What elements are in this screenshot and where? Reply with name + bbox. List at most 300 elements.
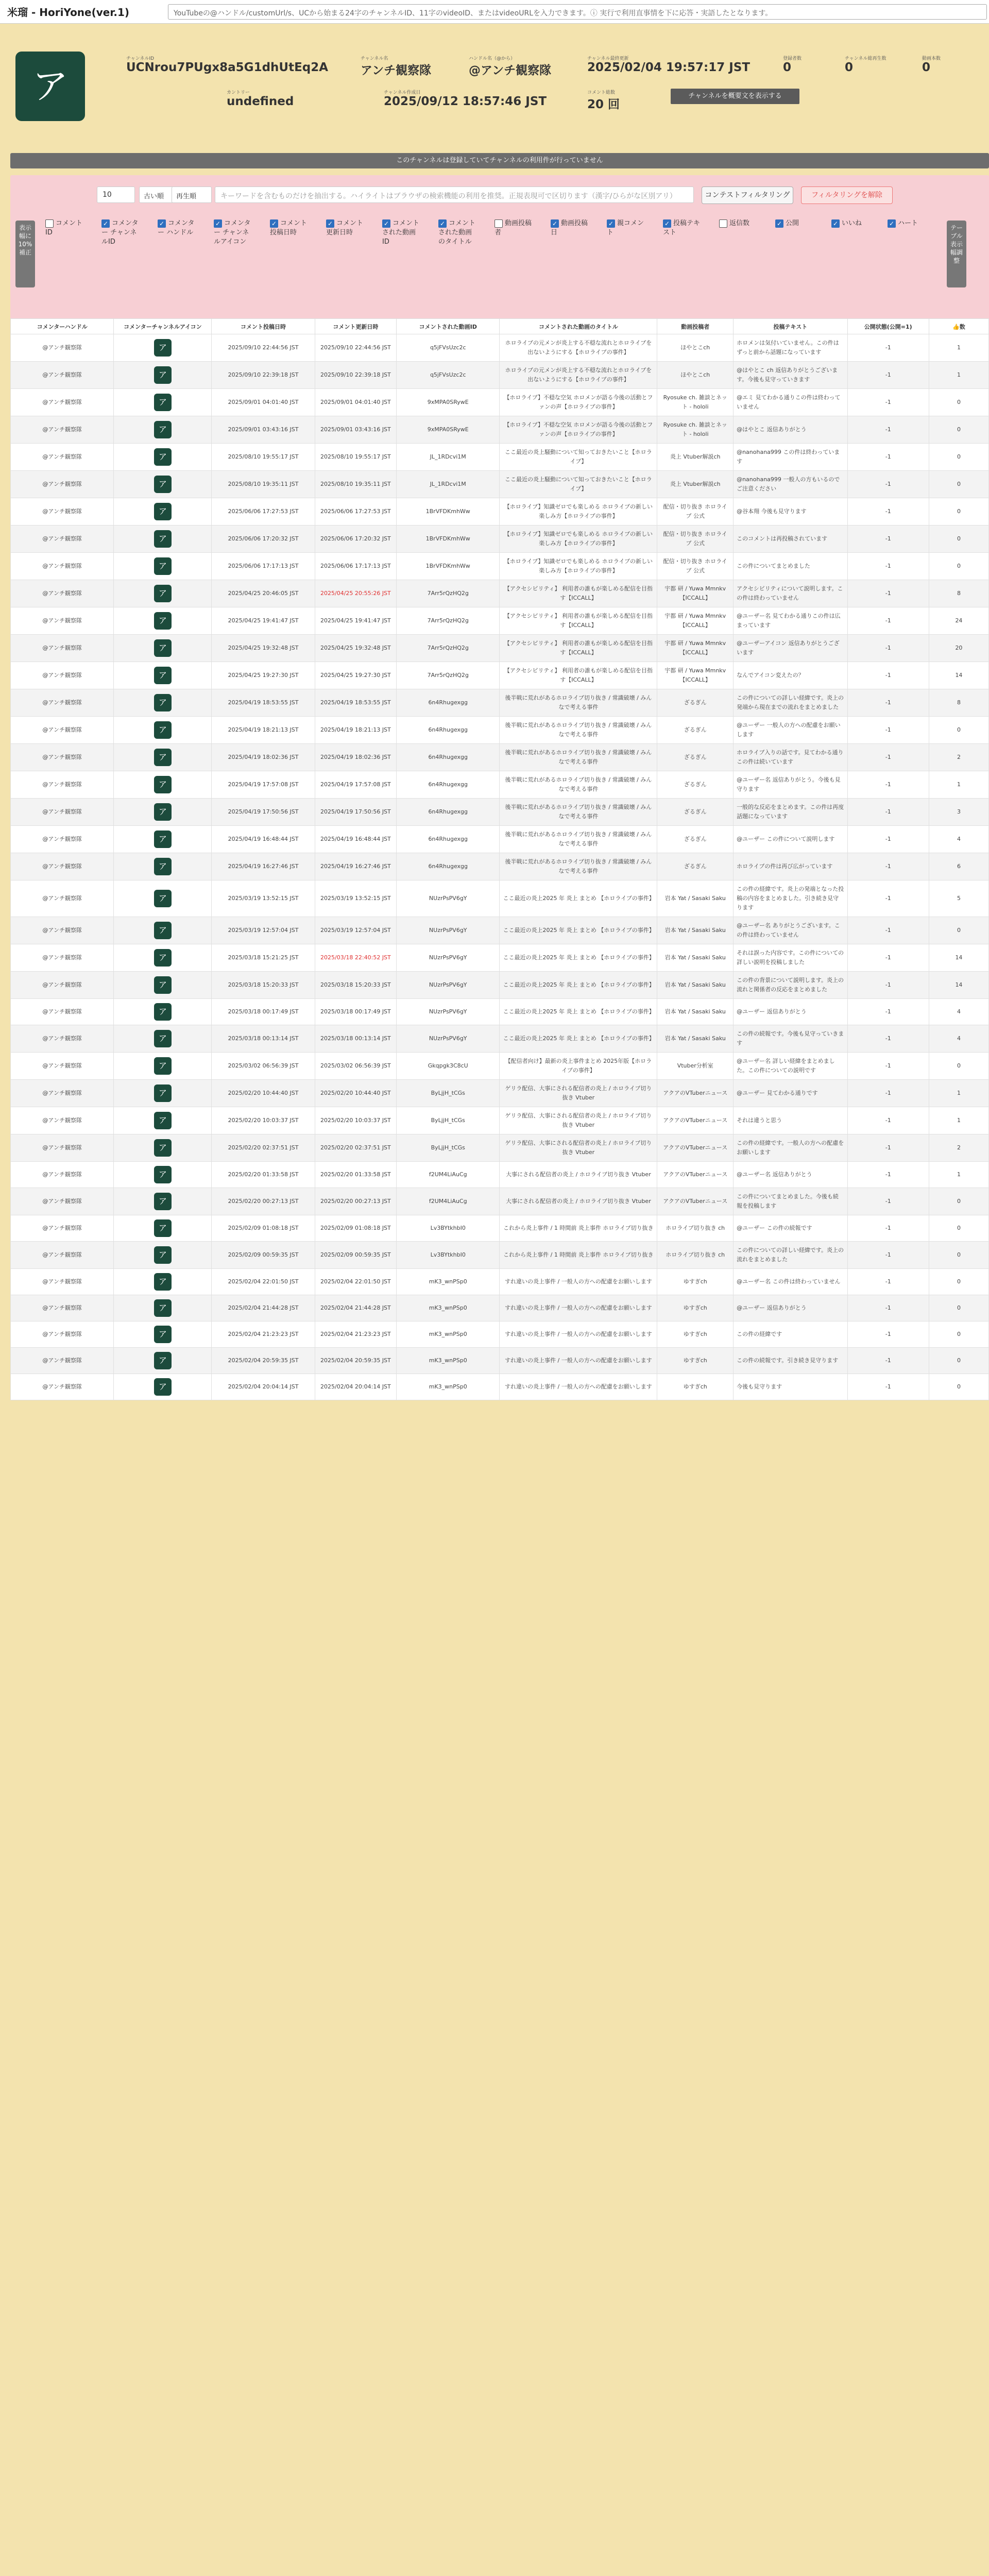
video-author: アクアのVTuberニュース bbox=[657, 1134, 734, 1162]
total-views-field bbox=[845, 55, 886, 74]
column-toggle[interactable] bbox=[888, 219, 926, 228]
video-author: ゆすぎch bbox=[657, 1269, 734, 1295]
commenter-handle[interactable]: @アンチ観察隊 bbox=[11, 1080, 114, 1107]
column-toggle-label: コメントされた動画ID bbox=[382, 219, 420, 246]
filter-panel bbox=[10, 175, 989, 325]
column-header[interactable]: コメンターハンドル bbox=[11, 319, 114, 334]
video-author: 宇都 研 / Yuwa Mmnkv【ICCALL】 bbox=[657, 580, 734, 607]
public-state: -1 bbox=[847, 635, 929, 662]
video-id[interactable]: 9xMPA0SRywE bbox=[397, 389, 500, 416]
like-count: 1 bbox=[929, 1107, 988, 1134]
posted-at: 2025/06/06 17:27:53 JST bbox=[212, 498, 315, 526]
posted-at: 2025/02/04 20:59:35 JST bbox=[212, 1348, 315, 1374]
checkbox-icon[interactable]: ✓ bbox=[831, 219, 840, 228]
video-title: 【配信者向け】最新の炎上事件まとめ 2025年版【ホロライブの事件】 bbox=[500, 1053, 657, 1080]
column-toggle[interactable] bbox=[607, 219, 645, 238]
comment-text: @ユーザー名 返信ありがとう。今後も見守ります bbox=[734, 771, 848, 799]
commenter-icon bbox=[114, 853, 212, 880]
channel-last-update: 2025/02/04 19:57:17 JST bbox=[587, 61, 751, 74]
avatar-icon: ア bbox=[154, 1112, 172, 1129]
column-toggle[interactable] bbox=[214, 219, 252, 247]
avatar-icon: ア bbox=[154, 803, 172, 821]
commenter-handle[interactable]: @アンチ観察隊 bbox=[11, 1269, 114, 1295]
checkbox-icon[interactable]: ✓ bbox=[438, 219, 447, 228]
column-header[interactable]: コメンターチャンネルアイコン bbox=[114, 319, 212, 334]
checkbox-icon[interactable]: ✓ bbox=[158, 219, 166, 228]
avatar-icon: ア bbox=[154, 557, 172, 575]
commenter-icon bbox=[114, 662, 212, 689]
public-state: -1 bbox=[847, 689, 929, 717]
checkbox-icon[interactable]: ✓ bbox=[663, 219, 671, 228]
video-id[interactable]: NUzrPsPV6gY bbox=[397, 880, 500, 917]
public-state: -1 bbox=[847, 771, 929, 799]
comment-text: この件の経緯です bbox=[734, 1321, 848, 1348]
checkbox-icon[interactable]: ✓ bbox=[270, 219, 278, 228]
public-state: -1 bbox=[847, 1242, 929, 1269]
commenter-handle[interactable]: @アンチ観察隊 bbox=[11, 444, 114, 471]
video-id[interactable]: 7Arr5rQzHQ2g bbox=[397, 635, 500, 662]
updated-at: 2025/02/04 20:59:35 JST bbox=[315, 1348, 396, 1374]
updated-at: 2025/04/19 17:50:56 JST bbox=[315, 799, 396, 826]
avatar-icon: ア bbox=[154, 585, 172, 602]
posted-at: 2025/04/19 18:21:13 JST bbox=[212, 717, 315, 744]
public-state: -1 bbox=[847, 917, 929, 944]
sort-select-2[interactable]: 再生順 bbox=[172, 187, 212, 203]
updated-at: 2025/02/20 10:03:37 JST bbox=[315, 1107, 396, 1134]
updated-at: 2025/02/09 00:59:35 JST bbox=[315, 1242, 396, 1269]
column-toggle[interactable] bbox=[45, 219, 84, 238]
video-id[interactable]: ByLjjH_tCGs bbox=[397, 1107, 500, 1134]
channel-handle: @アンチ観察隊 bbox=[469, 64, 552, 77]
video-id[interactable]: JL_1RDcvi1M bbox=[397, 444, 500, 471]
column-toggle[interactable] bbox=[101, 219, 140, 247]
like-count: 0 bbox=[929, 1295, 988, 1321]
video-id[interactable]: q5jFVsUzc2c bbox=[397, 334, 500, 362]
column-header[interactable]: コメント更新日時 bbox=[315, 319, 396, 334]
table-width-button[interactable]: テーブル表示幅調整 bbox=[947, 221, 966, 287]
column-toggle-label: コメント投稿日時 bbox=[270, 219, 308, 236]
posted-at: 2025/03/18 15:20:33 JST bbox=[212, 972, 315, 999]
country-field bbox=[227, 89, 294, 108]
avatar-icon: ア bbox=[154, 339, 172, 357]
avatar-icon: ア bbox=[154, 694, 172, 711]
video-id[interactable]: Gkqpgk3C8cU bbox=[397, 1053, 500, 1080]
like-count: 4 bbox=[929, 1025, 988, 1053]
posted-at: 2025/03/19 13:52:15 JST bbox=[212, 880, 315, 917]
comment-text: @谷本翔 今後も見守ります bbox=[734, 498, 848, 526]
video-author: 宇都 研 / Yuwa Mmnkv【ICCALL】 bbox=[657, 635, 734, 662]
video-id[interactable]: 7Arr5rQzHQ2g bbox=[397, 580, 500, 607]
avatar-icon: ア bbox=[154, 1030, 172, 1047]
video-count-label: 動画本数 bbox=[922, 56, 941, 61]
video-id[interactable]: 1BrVFDKmhWw bbox=[397, 526, 500, 553]
table-row bbox=[11, 744, 989, 771]
commenter-handle[interactable]: @アンチ観察隊 bbox=[11, 389, 114, 416]
like-count: 0 bbox=[929, 717, 988, 744]
video-id[interactable]: ByLjjH_tCGs bbox=[397, 1080, 500, 1107]
video-id[interactable]: 6n4Rhugexgg bbox=[397, 744, 500, 771]
content-filter-button[interactable]: コンテストフィルタリング bbox=[702, 187, 793, 204]
avatar-icon: ア bbox=[154, 1326, 172, 1343]
commenter-handle[interactable]: @アンチ観察隊 bbox=[11, 526, 114, 553]
commenter-handle[interactable]: @アンチ観察隊 bbox=[11, 635, 114, 662]
checkbox-icon[interactable]: ✓ bbox=[888, 219, 896, 228]
table-row bbox=[11, 689, 989, 717]
commenter-handle[interactable]: @アンチ観察隊 bbox=[11, 662, 114, 689]
commenter-handle[interactable]: @アンチ観察隊 bbox=[11, 580, 114, 607]
video-id[interactable]: ByLjjH_tCGs bbox=[397, 1134, 500, 1162]
column-toggle[interactable] bbox=[438, 219, 477, 247]
like-count: 0 bbox=[929, 1053, 988, 1080]
commenter-handle[interactable]: @アンチ観察隊 bbox=[11, 917, 114, 944]
checkbox-icon[interactable]: ✓ bbox=[101, 219, 110, 228]
channel-name-field bbox=[361, 55, 431, 78]
commenter-icon bbox=[114, 771, 212, 799]
video-id[interactable]: NUzrPsPV6gY bbox=[397, 917, 500, 944]
checkbox-icon[interactable]: ✓ bbox=[607, 219, 615, 228]
column-toggle-label: 投稿テキスト bbox=[663, 219, 701, 236]
video-id[interactable]: f2UM4LiAuCg bbox=[397, 1188, 500, 1215]
updated-at: 2025/04/25 20:55:26 JST bbox=[315, 580, 396, 607]
checkbox-icon[interactable]: ✓ bbox=[214, 219, 222, 228]
video-id[interactable]: 6n4Rhugexgg bbox=[397, 799, 500, 826]
column-header[interactable]: コメントされた動画のタイトル bbox=[500, 319, 657, 334]
commenter-handle[interactable]: @アンチ観察隊 bbox=[11, 498, 114, 526]
commenter-icon bbox=[114, 553, 212, 580]
column-toggle[interactable] bbox=[382, 219, 421, 247]
commenter-handle[interactable]: @アンチ観察隊 bbox=[11, 689, 114, 717]
table-row bbox=[11, 917, 989, 944]
commenter-handle[interactable]: @アンチ観察隊 bbox=[11, 1188, 114, 1215]
commenter-handle[interactable]: @アンチ観察隊 bbox=[11, 972, 114, 999]
video-id[interactable]: Lv3BYtkhbI0 bbox=[397, 1242, 500, 1269]
updated-at: 2025/03/18 22:40:52 JST bbox=[315, 944, 396, 972]
table-row bbox=[11, 553, 989, 580]
comment-text: @ユーザー 見てわかる通りです bbox=[734, 1080, 848, 1107]
video-id[interactable]: 1BrVFDKmhWw bbox=[397, 553, 500, 580]
video-title: 後半戦に荒れがあるホロライブ切り抜き / 常識破壊 / みんなで考える事件 bbox=[500, 853, 657, 880]
video-author: アクアのVTuberニュース bbox=[657, 1080, 734, 1107]
search-input[interactable]: YouTubeの@ハンドル/customUrl/s、UCから始まる24字のチャンネルID、11字のvideoID、またはvideoURLを入力できます。ⓘ 実行で利用直事情を下に応答・実語したとなります。 bbox=[168, 4, 987, 20]
posted-at: 2025/02/20 02:37:51 JST bbox=[212, 1134, 315, 1162]
width-adjust-left-button[interactable]: 表示幅に10%補正 bbox=[15, 221, 35, 287]
like-count: 2 bbox=[929, 744, 988, 771]
public-state: -1 bbox=[847, 471, 929, 498]
video-title: これから炎上事件 / 1 時間前 炎上事件 ホロライブ切り抜き bbox=[500, 1242, 657, 1269]
commenter-icon bbox=[114, 1025, 212, 1053]
commenter-handle[interactable]: @アンチ観察隊 bbox=[11, 1295, 114, 1321]
commenter-handle[interactable]: @アンチ観察隊 bbox=[11, 416, 114, 444]
like-count: 6 bbox=[929, 853, 988, 880]
column-header[interactable]: コメントされた動画ID bbox=[397, 319, 500, 334]
video-id[interactable]: NUzrPsPV6gY bbox=[397, 944, 500, 972]
table-row bbox=[11, 334, 989, 362]
video-title: すれ違いの炎上事件 / 一般人の方への配慮をお願いします bbox=[500, 1295, 657, 1321]
commenter-handle[interactable]: @アンチ観察隊 bbox=[11, 717, 114, 744]
checkbox-icon[interactable] bbox=[45, 219, 54, 228]
table-row bbox=[11, 1107, 989, 1134]
clear-filter-button[interactable]: フィルタリングを解除 bbox=[801, 187, 893, 204]
checkbox-icon[interactable]: ✓ bbox=[382, 219, 390, 228]
updated-at: 2025/04/19 18:02:36 JST bbox=[315, 744, 396, 771]
checkbox-icon[interactable] bbox=[494, 219, 503, 228]
comment-text: @ユーザー名 見てわかる通りこの件は広まっています bbox=[734, 607, 848, 635]
video-count: 0 bbox=[922, 61, 931, 74]
video-id[interactable]: f2UM4LiAuCg bbox=[397, 1162, 500, 1188]
column-toggle-label: 公開 bbox=[786, 219, 799, 227]
video-id[interactable]: mK3_wnPSp0 bbox=[397, 1321, 500, 1348]
like-count: 1 bbox=[929, 1080, 988, 1107]
commenter-handle[interactable]: @アンチ観察隊 bbox=[11, 1162, 114, 1188]
public-state: -1 bbox=[847, 972, 929, 999]
public-state: -1 bbox=[847, 1269, 929, 1295]
updated-at: 2025/03/18 15:20:33 JST bbox=[315, 972, 396, 999]
avatar-icon: ア bbox=[154, 831, 172, 848]
public-state: -1 bbox=[847, 444, 929, 471]
column-header[interactable]: 投稿テキスト bbox=[734, 319, 848, 334]
video-id[interactable]: 1BrVFDKmhWw bbox=[397, 498, 500, 526]
posted-at: 2025/03/18 00:13:14 JST bbox=[212, 1025, 315, 1053]
channel-handle-label: ハンドル名（@から） bbox=[469, 56, 516, 61]
show-description-button[interactable]: チャンネルを概要文を表示する bbox=[671, 89, 799, 104]
commenter-handle[interactable]: @アンチ観察隊 bbox=[11, 853, 114, 880]
column-header[interactable]: 動画投稿者 bbox=[657, 319, 734, 334]
video-id[interactable]: mK3_wnPSp0 bbox=[397, 1348, 500, 1374]
table-row bbox=[11, 444, 989, 471]
video-id[interactable]: NUzrPsPV6gY bbox=[397, 1025, 500, 1053]
posted-at: 2025/02/09 01:08:18 JST bbox=[212, 1215, 315, 1242]
column-toggle-label: コメントID bbox=[45, 219, 83, 236]
commenter-handle[interactable]: @アンチ観察隊 bbox=[11, 1242, 114, 1269]
commenter-handle[interactable]: @アンチ観察隊 bbox=[11, 1134, 114, 1162]
video-id[interactable]: JL_1RDcvi1M bbox=[397, 471, 500, 498]
commenter-icon bbox=[114, 1162, 212, 1188]
commenter-handle[interactable]: @アンチ観察隊 bbox=[11, 771, 114, 799]
posted-at: 2025/08/10 19:55:17 JST bbox=[212, 444, 315, 471]
sort-select-1[interactable]: 古い順 bbox=[139, 187, 180, 203]
table-row bbox=[11, 1025, 989, 1053]
video-author: ざるぎん bbox=[657, 717, 734, 744]
commenter-handle[interactable]: @アンチ観察隊 bbox=[11, 799, 114, 826]
posted-at: 2025/04/19 18:02:36 JST bbox=[212, 744, 315, 771]
video-id[interactable]: mK3_wnPSp0 bbox=[397, 1269, 500, 1295]
video-title: 【ホロライブ】不穏な空気 ホロメンが語る今後の活動とファンの声【ホロライブの事件】 bbox=[500, 416, 657, 444]
commenter-icon bbox=[114, 1053, 212, 1080]
video-id[interactable]: NUzrPsPV6gY bbox=[397, 972, 500, 999]
checkbox-icon[interactable]: ✓ bbox=[775, 219, 783, 228]
commenter-handle[interactable]: @アンチ観察隊 bbox=[11, 826, 114, 853]
commenter-icon bbox=[114, 389, 212, 416]
commenter-icon bbox=[114, 1321, 212, 1348]
avatar-icon: ア bbox=[154, 749, 172, 766]
updated-at: 2025/03/19 13:52:15 JST bbox=[315, 880, 396, 917]
avatar-icon: ア bbox=[154, 366, 172, 384]
column-toggle[interactable] bbox=[663, 219, 702, 238]
updated-at: 2025/04/19 17:57:08 JST bbox=[315, 771, 396, 799]
comment-text: それは誤った内容です。この件についての詳しい説明を投稿しました bbox=[734, 944, 848, 972]
avatar-icon: ア bbox=[154, 448, 172, 466]
comment-text: このコメントは再投稿されています bbox=[734, 526, 848, 553]
video-author: Ryosuke ch. 雑談とネット - hololi bbox=[657, 389, 734, 416]
commenter-icon bbox=[114, 498, 212, 526]
commenter-handle[interactable]: @アンチ観察隊 bbox=[11, 944, 114, 972]
updated-at: 2025/02/20 01:33:58 JST bbox=[315, 1162, 396, 1188]
updated-at: 2025/04/19 18:21:13 JST bbox=[315, 717, 396, 744]
keyword-input[interactable]: キーワードを含むものだけを抽出する。ハイライトはブラウザの検索機能の利用を推奨。正規表現可で区切ります（漢字/ひらがな区別アリ） bbox=[215, 187, 694, 203]
checkbox-icon[interactable]: ✓ bbox=[551, 219, 559, 228]
updated-at: 2025/03/18 00:17:49 JST bbox=[315, 999, 396, 1025]
video-author: 岩本 Yat / Sasaki Saku bbox=[657, 1025, 734, 1053]
channel-info bbox=[0, 24, 989, 147]
column-toggle[interactable] bbox=[270, 219, 309, 238]
table-row bbox=[11, 1053, 989, 1080]
video-id[interactable]: 6n4Rhugexgg bbox=[397, 717, 500, 744]
posted-at: 2025/04/19 17:57:08 JST bbox=[212, 771, 315, 799]
channel-handle-field bbox=[469, 55, 551, 78]
commenter-handle[interactable]: @アンチ観察隊 bbox=[11, 607, 114, 635]
video-title: ホロライブの元メンが炎上する不穏な流れとホロライブを出ないようにする【ホロライブの事件】 bbox=[500, 334, 657, 362]
video-id[interactable]: 9xMPA0SRywE bbox=[397, 416, 500, 444]
video-id[interactable]: mK3_wnPSp0 bbox=[397, 1374, 500, 1400]
commenter-handle[interactable]: @アンチ観察隊 bbox=[11, 1053, 114, 1080]
like-count: 2 bbox=[929, 1134, 988, 1162]
column-toggle-label: 動画投稿者 bbox=[494, 219, 532, 236]
comment-total-label: コメント総数 bbox=[587, 90, 616, 95]
commenter-icon bbox=[114, 944, 212, 972]
video-id[interactable]: 6n4Rhugexgg bbox=[397, 826, 500, 853]
checkbox-icon[interactable]: ✓ bbox=[326, 219, 334, 228]
public-state: -1 bbox=[847, 580, 929, 607]
comment-text: この件の続報です。今後も見守っていきます bbox=[734, 1025, 848, 1053]
table-row bbox=[11, 853, 989, 880]
column-toggle[interactable] bbox=[326, 219, 365, 238]
public-state: -1 bbox=[847, 1080, 929, 1107]
video-author: ざるぎん bbox=[657, 853, 734, 880]
commenter-handle[interactable]: @アンチ観察隊 bbox=[11, 1215, 114, 1242]
video-author: 岩本 Yat / Sasaki Saku bbox=[657, 880, 734, 917]
column-toggle[interactable] bbox=[719, 219, 758, 228]
commenter-handle[interactable]: @アンチ観察隊 bbox=[11, 1374, 114, 1400]
column-header[interactable]: 公開状態(公開=1) bbox=[847, 319, 929, 334]
video-id[interactable]: 7Arr5rQzHQ2g bbox=[397, 607, 500, 635]
table-row bbox=[11, 1348, 989, 1374]
commenter-handle[interactable]: @アンチ観察隊 bbox=[11, 1348, 114, 1374]
commenter-handle[interactable]: @アンチ観察隊 bbox=[11, 1107, 114, 1134]
like-count: 8 bbox=[929, 689, 988, 717]
like-count: 3 bbox=[929, 799, 988, 826]
like-count: 0 bbox=[929, 1269, 988, 1295]
video-title: ホロライブの元メンが炎上する不穏な流れとホロライブを出ないようにする【ホロライブの事件】 bbox=[500, 362, 657, 389]
video-title: ここ最近の炎上2025 年 炎上 まとめ 【ホロライブの事件】 bbox=[500, 944, 657, 972]
column-toggle-label: コメントされた動画のタイトル bbox=[438, 219, 476, 246]
commenter-handle[interactable]: @アンチ観察隊 bbox=[11, 334, 114, 362]
table-row bbox=[11, 580, 989, 607]
commenter-handle[interactable]: @アンチ観察隊 bbox=[11, 1321, 114, 1348]
limit-input[interactable]: 10 bbox=[97, 187, 135, 203]
column-header[interactable]: 👍数 bbox=[929, 319, 988, 334]
posted-at: 2025/04/19 17:50:56 JST bbox=[212, 799, 315, 826]
video-id[interactable]: 6n4Rhugexgg bbox=[397, 689, 500, 717]
table-row bbox=[11, 389, 989, 416]
video-count-field bbox=[922, 55, 941, 74]
commenter-icon bbox=[114, 717, 212, 744]
avatar-icon: ア bbox=[154, 721, 172, 739]
comment-total: 20 回 bbox=[587, 98, 620, 111]
comment-text: @ユーザー 返信ありがとう bbox=[734, 999, 848, 1025]
like-count: 0 bbox=[929, 917, 988, 944]
video-title: 【ホロライブ】知識ゼロでも楽しめる ホロライブの新しい楽しみ方【ホロライブの事件】 bbox=[500, 553, 657, 580]
like-count: 14 bbox=[929, 662, 988, 689]
column-toggle[interactable] bbox=[775, 219, 814, 228]
video-id[interactable]: q5jFVsUzc2c bbox=[397, 362, 500, 389]
commenter-icon bbox=[114, 1188, 212, 1215]
commenter-handle[interactable]: @アンチ観察隊 bbox=[11, 1025, 114, 1053]
video-id[interactable]: Lv3BYtkhbI0 bbox=[397, 1215, 500, 1242]
video-id[interactable]: mK3_wnPSp0 bbox=[397, 1295, 500, 1321]
commenter-icon bbox=[114, 1080, 212, 1107]
commenter-handle[interactable]: @アンチ観察隊 bbox=[11, 362, 114, 389]
updated-at: 2025/02/20 00:27:13 JST bbox=[315, 1188, 396, 1215]
column-toggle[interactable] bbox=[158, 219, 196, 238]
video-title: 大事にされる配信者の炎上 / ホロライブ切り抜き Vtuber bbox=[500, 1188, 657, 1215]
column-toggle-label: 返信数 bbox=[729, 219, 750, 227]
posted-at: 2025/04/19 18:53:55 JST bbox=[212, 689, 315, 717]
public-state: -1 bbox=[847, 1107, 929, 1134]
table-row bbox=[11, 1374, 989, 1400]
video-title: 【アクセシビリティ】 利用者の誰もが楽しめる配信を目指す【ICCALL】 bbox=[500, 607, 657, 635]
avatar-icon: ア bbox=[154, 776, 172, 793]
commenter-handle[interactable]: @アンチ観察隊 bbox=[11, 471, 114, 498]
column-toggle[interactable] bbox=[494, 219, 533, 238]
public-state: -1 bbox=[847, 1321, 929, 1348]
comment-text: ホロメンは気付いていません。この件はずっと前から話題になっています bbox=[734, 334, 848, 362]
video-title: ここ最近の炎上2025 年 炎上 まとめ 【ホロライブの事件】 bbox=[500, 1025, 657, 1053]
updated-at: 2025/02/09 01:08:18 JST bbox=[315, 1215, 396, 1242]
avatar-icon: ア bbox=[154, 1193, 172, 1210]
posted-at: 2025/09/10 22:44:56 JST bbox=[212, 334, 315, 362]
commenter-icon bbox=[114, 334, 212, 362]
column-header[interactable]: コメント投稿日時 bbox=[212, 319, 315, 334]
like-count: 0 bbox=[929, 1374, 988, 1400]
video-title: 後半戦に荒れがあるホロライブ切り抜き / 常識破壊 / みんなで考える事件 bbox=[500, 771, 657, 799]
like-count: 0 bbox=[929, 1348, 988, 1374]
video-title: ここ最近の炎上2025 年 炎上 まとめ 【ホロライブの事件】 bbox=[500, 880, 657, 917]
subscribers-count: 0 bbox=[783, 61, 792, 74]
table-row bbox=[11, 1269, 989, 1295]
video-author: ざるぎん bbox=[657, 799, 734, 826]
subscribers-label: 登録者数 bbox=[783, 56, 802, 61]
table-row bbox=[11, 1321, 989, 1348]
video-id[interactable]: 6n4Rhugexgg bbox=[397, 853, 500, 880]
video-title: これから炎上事件 / 1 時間前 炎上事件 ホロライブ切り抜き bbox=[500, 1215, 657, 1242]
video-title: 後半戦に荒れがあるホロライブ切り抜き / 常識破壊 / みんなで考える事件 bbox=[500, 717, 657, 744]
column-toggle[interactable] bbox=[831, 219, 870, 228]
video-id[interactable]: 6n4Rhugexgg bbox=[397, 771, 500, 799]
commenter-handle[interactable]: @アンチ観察隊 bbox=[11, 880, 114, 917]
video-id[interactable]: 7Arr5rQzHQ2g bbox=[397, 662, 500, 689]
posted-at: 2025/06/06 17:20:32 JST bbox=[212, 526, 315, 553]
comments-table bbox=[10, 318, 989, 1400]
column-toggle[interactable] bbox=[551, 219, 589, 238]
checkbox-icon[interactable] bbox=[719, 219, 727, 228]
commenter-handle[interactable]: @アンチ観察隊 bbox=[11, 553, 114, 580]
commenter-handle[interactable]: @アンチ観察隊 bbox=[11, 999, 114, 1025]
posted-at: 2025/03/02 06:56:39 JST bbox=[212, 1053, 315, 1080]
video-id[interactable]: NUzrPsPV6gY bbox=[397, 999, 500, 1025]
table-header bbox=[11, 319, 989, 334]
commenter-handle[interactable]: @アンチ観察隊 bbox=[11, 744, 114, 771]
video-title: ゲリラ配信、大事にされる配信者の炎上 / ホロライブ切り抜き Vtuber bbox=[500, 1107, 657, 1134]
